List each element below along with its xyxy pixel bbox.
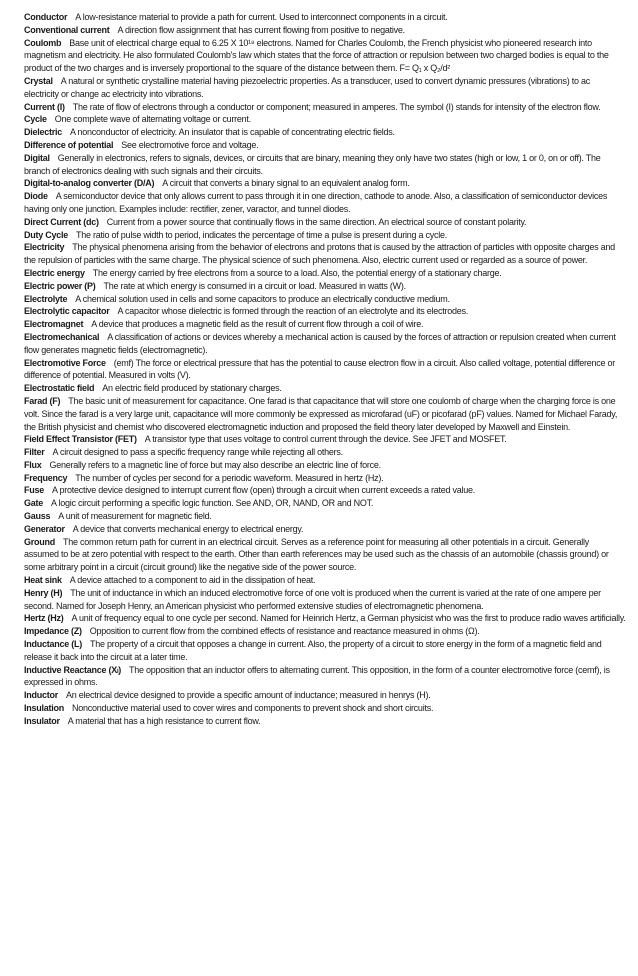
- glossary-term: Digital: [24, 152, 50, 163]
- glossary-term: Gauss: [24, 511, 51, 522]
- glossary-list: [24, 11, 626, 728]
- glossary-entry: [24, 37, 626, 75]
- glossary-definition: A material that has a high resistance to current flow.: [67, 715, 261, 726]
- glossary-definition: The basic unit of measurement for capacitance. One farad is that capacitance that will store one coulomb of charge when the charging force is one volt. Since the farad is a very large unit, capacitance will more commonly be expressed as microfarad (uF) or picofarad (pF) values. Named for Michael Farady, the British physicist and chemist who discovered electromagnetic induction and proposed the field theory later developed by Maxwell and Einstein.: [24, 395, 618, 432]
- glossary-definition: A capacitor whose dielectric is formed through the reaction of an electrolyte and its electrodes.: [117, 306, 468, 317]
- glossary-entry: [24, 638, 626, 664]
- glossary-entry: [24, 293, 626, 306]
- glossary-term: Hertz (Hz): [24, 613, 64, 624]
- glossary-definition: Generally refers to a magnetic line of force but may also describe an electric line of force.: [49, 459, 381, 470]
- glossary-term: Filter: [24, 447, 45, 458]
- glossary-definition: The physical phenomena arising from the behavior of electrons and protons that is caused by the attraction of particles with opposite charges and the repulsion of particles with the same charge. The physical science of such phenomena. Also, electric current used or regarded as a source of power.: [24, 242, 615, 266]
- glossary-definition: A low-resistance material to provide a path for current. Used to interconnect components in a circuit.: [75, 12, 448, 22]
- glossary-definition: A classification of actions or devices whereby a mechanical action is caused by the forces of attraction or repulsion created when current flow generates magnetic fields (electromagnetic).: [24, 331, 616, 355]
- glossary-entry: [24, 625, 626, 638]
- glossary-term: Electricity: [24, 242, 65, 253]
- glossary-entry: [24, 702, 626, 715]
- glossary-definition: A circuit that converts a binary signal to an equivalent analog form.: [162, 178, 410, 189]
- glossary-entry: [24, 536, 626, 574]
- glossary-term: Inductive Reactance (Xₗ): [24, 664, 122, 675]
- glossary-definition: A transistor type that uses voltage to control current through the device. See JFET and MOSFET.: [144, 434, 507, 445]
- glossary-entry: [24, 382, 626, 395]
- glossary-term: Heat sink: [24, 575, 62, 586]
- glossary-entry: [24, 433, 626, 446]
- glossary-definition: A protective device designed to interrupt current flow (open) through a circuit when current exceeds a rated value.: [52, 485, 476, 496]
- glossary-term: Difference of potential: [24, 139, 114, 150]
- glossary-definition: See electromotive force and voltage.: [121, 139, 259, 150]
- glossary-definition: The energy carried by free electrons from a source to a load. Also, the potential energy of a stationary charge.: [92, 267, 502, 278]
- glossary-definition: One complete wave of alternating voltage or current.: [54, 114, 251, 125]
- glossary-definition: A semiconductor device that only allows current to pass through it in one direction, cathode to anode. Also, a classification of semiconductor devices having only one junction. Examples include: rectifier, zener, varactor, and tunnel diodes.: [24, 191, 608, 214]
- glossary-term: Duty Cycle: [24, 229, 69, 240]
- glossary-definition: The rate at which energy is consumed in a circuit or load. Measured in watts (W).: [103, 280, 406, 291]
- glossary-definition: A device attached to a component to aid in the dissipation of heat.: [69, 575, 316, 586]
- glossary-definition: A device that converts mechanical energy to electrical energy.: [72, 523, 304, 534]
- glossary-entry: [24, 75, 626, 101]
- glossary-term: Electric power (P): [24, 280, 96, 291]
- glossary-term: Gate: [24, 498, 44, 509]
- glossary-term: Electromagnet: [24, 319, 84, 330]
- glossary-entry: [24, 446, 626, 459]
- glossary-term: Digital-to-analog converter (D/A): [24, 178, 155, 189]
- glossary-definition: The rate of flow of electrons through a conductor or component; measured in amperes. The symbol (I) stands for intensity of the electron flow.: [72, 101, 601, 112]
- glossary-term: Coulomb: [24, 37, 62, 48]
- glossary-definition: The property of a circuit that opposes a change in current. Also, the property of a circuit to store energy in the form of a magnetic field and release it back into the circuit at a later time.: [24, 639, 602, 662]
- glossary-definition: (emf) The force or electrical pressure that has the potential to cause electron flow in a circuit. Also called voltage, potential difference or difference of potential. Measured in volts (V).: [24, 357, 615, 381]
- glossary-term: Impedance (Z): [24, 626, 82, 637]
- glossary-term: Electrostatic field: [24, 383, 95, 394]
- glossary-term: Electromotive Force: [24, 357, 106, 368]
- glossary-term: Frequency: [24, 472, 68, 483]
- glossary-entry: [24, 190, 626, 216]
- glossary-entry: [24, 497, 626, 510]
- glossary-definition: Opposition to current flow from the combined effects of resistance and reactance measured in ohms (Ω).: [89, 626, 480, 637]
- glossary-term: Electromechanical: [24, 331, 100, 342]
- glossary-definition: Current from a power source that continually flows in the same direction. An electrical source of constant polarity.: [106, 216, 527, 227]
- glossary-term: Current (I): [24, 101, 65, 112]
- glossary-definition: An electric field produced by stationary charges.: [102, 383, 282, 394]
- glossary-entry: [24, 587, 626, 613]
- glossary-definition: A unit of frequency equal to one cycle per second. Named for Heinrich Hertz, a German physicist who was the first to produce radio waves artificially.: [71, 613, 626, 624]
- glossary-entry: [24, 280, 626, 293]
- glossary-definition: A natural or synthetic crystalline material having piezoelectric properties. As a transducer, used to convert dynamic pressures (vibrations) to ac electricity or change ac electricity into vibrations.: [24, 75, 591, 99]
- glossary-definition: A nonconductor of electricity. An insulator that is capable of concentrating electric fields.: [70, 127, 395, 138]
- glossary-definition: The opposition that an inductor offers to alternating current. This opposition, in the form of a counter electromotive force (cemf), is expressed in ohms.: [24, 664, 610, 688]
- glossary-entry: [24, 177, 626, 190]
- glossary-term: Inductor: [24, 690, 58, 701]
- glossary-term: Insulation: [24, 703, 64, 714]
- glossary-entry: [24, 126, 626, 139]
- glossary-term: Inductance (L): [24, 639, 83, 650]
- glossary-entry: [24, 267, 626, 280]
- glossary-entry: [24, 357, 626, 383]
- glossary-term: Direct Current (dc): [24, 216, 99, 227]
- glossary-entry: [24, 139, 626, 152]
- glossary-entry: [24, 574, 626, 587]
- glossary-definition: A direction flow assignment that has current flowing from positive to negative.: [117, 24, 405, 35]
- glossary-definition: A unit of measurement for magnetic field.: [58, 511, 212, 522]
- glossary-term: Field Effect Transistor (FET): [24, 434, 137, 445]
- glossary-definition: A chemical solution used in cells and some capacitors to produce an electrically conductive medium.: [75, 293, 450, 304]
- glossary-definition: Base unit of electrical charge equal to 6.25 X 10¹⁸ electrons. Named for Charles Coulomb, the French physicist who pioneered research into magnetism and electricity. He also formulated Coulomb's law which states that the force of attraction or repulsion between two charged bodies is equal to the product of the two charges and is inversely proportional to the square of the distance between them. F= Q₁ x Q₂/d²: [24, 37, 609, 74]
- glossary-entry: [24, 395, 626, 433]
- glossary-entry: [24, 229, 626, 242]
- glossary-entry: [24, 484, 626, 497]
- glossary-term: Flux: [24, 459, 42, 470]
- glossary-term: Electrolyte: [24, 293, 68, 304]
- glossary-entry: [24, 11, 626, 24]
- glossary-entry: [24, 113, 626, 126]
- glossary-definition: The number of cycles per second for a periodic waveform. Measured in hertz (Hz).: [75, 472, 384, 483]
- glossary-definition: A logic circuit performing a specific logic function. See AND, OR, NAND, OR and NOT.: [51, 498, 374, 509]
- glossary-definition: A circuit designed to pass a specific frequency range while rejecting all others.: [52, 447, 343, 458]
- glossary-definition: Generally in electronics, refers to signals, devices, or circuits that are binary, meaning they only have two states (high or low, 1 or 0, on or off). The branch of electronics dealing with such signals and their circuits.: [24, 152, 601, 176]
- glossary-entry: [24, 152, 626, 178]
- glossary-entry: [24, 24, 626, 37]
- glossary-entry: [24, 216, 626, 229]
- glossary-term: Conventional current: [24, 24, 110, 35]
- glossary-entry: [24, 612, 626, 625]
- glossary-term: Ground: [24, 536, 55, 547]
- glossary-entry: [24, 715, 626, 728]
- glossary-term: Crystal: [24, 75, 53, 86]
- glossary-definition: An electrical device designed to provide a specific amount of inductance; measured in henrys (H).: [66, 690, 431, 701]
- glossary-entry: [24, 318, 626, 331]
- glossary-term: Electric energy: [24, 267, 85, 278]
- glossary-entry: [24, 241, 626, 267]
- glossary-term: Conductor: [24, 12, 68, 22]
- glossary-entry: [24, 331, 626, 357]
- glossary-entry: [24, 510, 626, 523]
- glossary-term: Farad (F): [24, 395, 61, 406]
- glossary-entry: [24, 459, 626, 472]
- glossary-definition: A device that produces a magnetic field as the result of current flow through a coil of wire.: [91, 319, 424, 330]
- glossary-term: Generator: [24, 523, 65, 534]
- glossary-definition: Nonconductive material used to cover wires and components to prevent shock and short circuits.: [72, 703, 434, 714]
- glossary-term: Cycle: [24, 114, 47, 125]
- glossary-definition: The unit of inductance in which an induced electromotive force of one volt is produced when the current is varied at the rate of one ampere per second. Named for Joseph Henry, an American physicist who performed extensive studies of electromagnetic phenomena.: [24, 587, 601, 611]
- glossary-entry: [24, 101, 626, 114]
- glossary-entry: [24, 689, 626, 702]
- glossary-term: Fuse: [24, 485, 45, 496]
- glossary-definition: The ratio of pulse width to period, indicates the percentage of time a pulse is present during a cycle.: [76, 229, 448, 240]
- glossary-definition: The common return path for current in an electrical circuit. Serves as a reference point for measuring all other potentials in a circuit. Generally assumed to be at zero potential with respect to the earth. Other than earth references may be used such as the chassis of an automobile (chassis ground) or some arbitrary point in a circuit (circuit ground) like the negative side of the power source.: [24, 536, 609, 573]
- glossary-term: Henry (H): [24, 587, 63, 598]
- glossary-term: Diode: [24, 191, 48, 202]
- glossary-entry: [24, 472, 626, 485]
- glossary-entry: [24, 523, 626, 536]
- glossary-entry: [24, 305, 626, 318]
- glossary-entry: [24, 664, 626, 690]
- glossary-term: Electrolytic capacitor: [24, 306, 110, 317]
- glossary-term: Dielectric: [24, 127, 63, 138]
- glossary-term: Insulator: [24, 715, 60, 726]
